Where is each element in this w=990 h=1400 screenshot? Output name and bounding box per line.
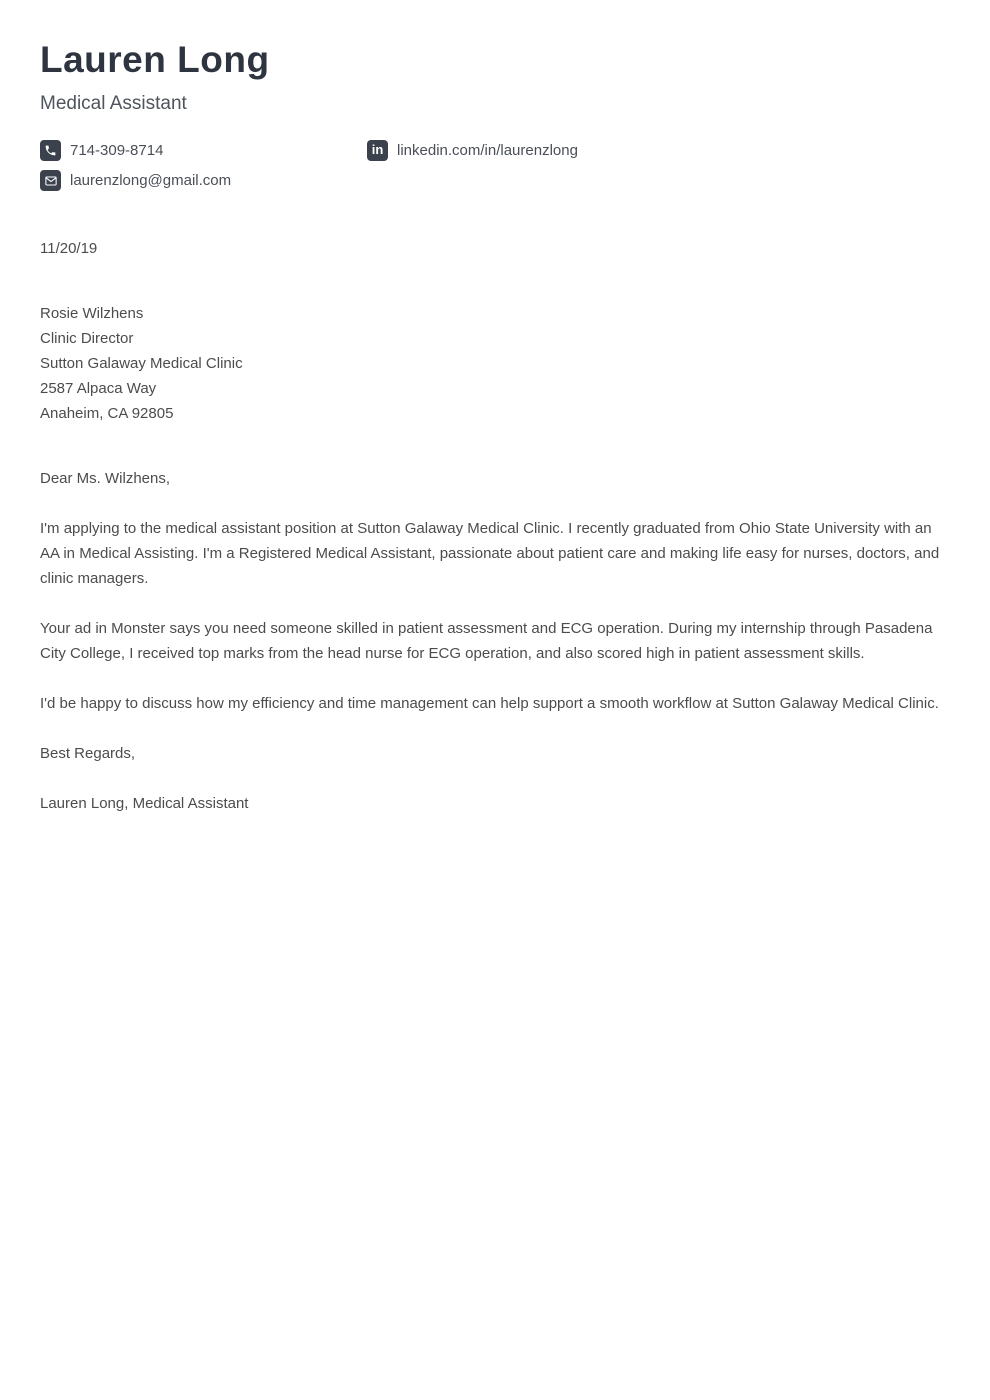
- page-title: Lauren Long: [40, 39, 270, 80]
- recipient-title: Clinic Director: [40, 330, 134, 347]
- body-paragraph: I'd be happy to discuss how my efficiency and time management can help support a smooth workflow at Sutton Galaway Medical Clinic.: [40, 695, 939, 712]
- email-value: laurenzlong@gmail.com: [70, 172, 232, 189]
- letter-date: 11/20/19: [40, 240, 98, 257]
- contact-section: [40, 140, 940, 191]
- linkedin-icon: in: [367, 140, 388, 161]
- job-title: Medical Assistant: [40, 93, 187, 114]
- body-paragraph: Your ad in Monster says you need someone skilled in patient assessment and ECG operation. During my internship through Pasadena City College, I received top marks from the head nurse for ECG operation, and also scored high in patient assessment skills.: [40, 620, 933, 662]
- phone-icon: [40, 140, 61, 161]
- linkedin-value: linkedin.com/in/laurenzlong: [397, 142, 578, 159]
- salutation: Dear Ms. Wilzhens,: [40, 470, 171, 487]
- recipient-company: Sutton Galaway Medical Clinic: [40, 355, 243, 372]
- signature: Lauren Long, Medical Assistant: [40, 795, 249, 812]
- body-paragraph: I'm applying to the medical assistant position at Sutton Galaway Medical Clinic. I recently graduated from Ohio State University with an AA in Medical Assisting. I'm a Registered Medical Assistant, passionate about patient care and making life easy for nurses, doctors, and clinic managers.: [40, 520, 940, 587]
- recipient-city: Anaheim, CA 92805: [40, 405, 174, 422]
- recipient-name: Rosie Wilzhens: [40, 305, 144, 322]
- email-icon: [40, 170, 61, 191]
- recipient-street: 2587 Alpaca Way: [40, 380, 157, 397]
- contact-phone: [40, 140, 367, 161]
- closing: Best Regards,: [40, 745, 136, 762]
- contact-email: [40, 170, 367, 191]
- recipient-block: [40, 301, 940, 426]
- phone-value: 714-309-8714: [70, 142, 164, 159]
- contact-linkedin: [367, 140, 940, 161]
